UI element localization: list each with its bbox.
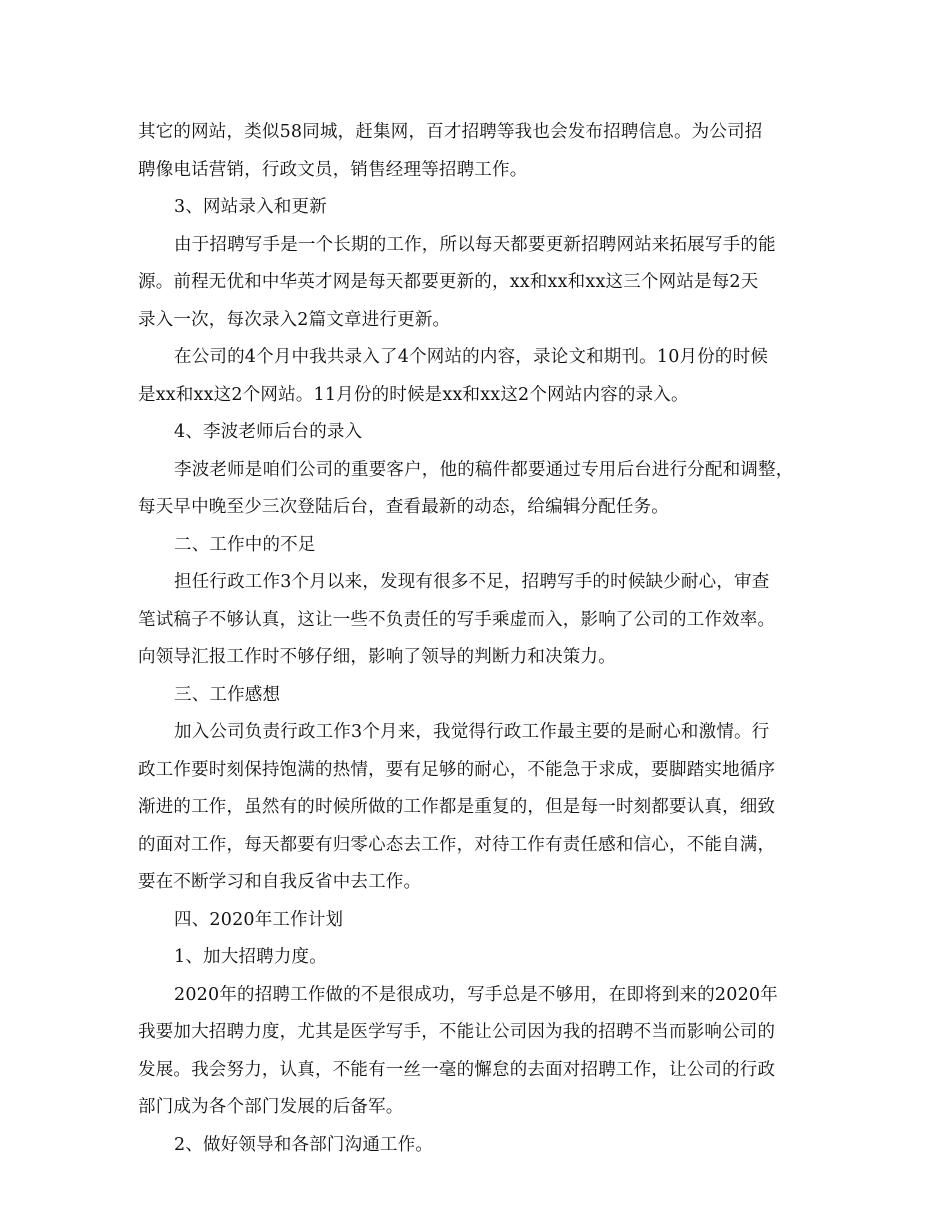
text-line: 2020年的招聘工作做的不是很成功，写手总是不够用，在即将到来的2020年 (174, 984, 778, 1005)
text-line: 李波老师是咱们公司的重要客户，他的稿件都要通过专用后台进行分配和调整， (174, 459, 794, 480)
text-line: 发展。我会努力，认真，不能有一丝一毫的懈怠的去面对招聘工作，让公司的行政 (138, 1059, 776, 1080)
text-line: 向领导汇报工作时不够仔细，影响了领导的判断力和决策力。 (138, 647, 616, 667)
text-line: 部门成为各个部门发展的后备军。 (138, 1097, 404, 1117)
text-line: 其它的网站，类似58同城，赶集网，百才招聘等我也会发布招聘信息。为公司招 (138, 122, 763, 142)
section-heading: 三、工作感想 (174, 684, 281, 705)
text-line: 加入公司负责行政工作3个月来，我觉得行政工作最主要的是耐心和激情。行 (174, 722, 770, 742)
document-body (138, 117, 822, 1160)
text-line: 由于招聘写手是一个长期的工作，所以每天都要更新招聘网站来拓展写手的能 (174, 234, 776, 255)
text-line: 聘像电话营销，行政文员，销售经理等招聘工作。 (138, 159, 528, 180)
text-line: 每天早中晚至少三次登陆后台，查看最新的动态，给编辑分配任务。 (138, 497, 669, 517)
text-line: 源。前程无优和中华英才网是每天都要更新的，xx和xx和xx这三个网站是每2天 (138, 272, 759, 292)
text-line: 担任行政工作3个月以来，发现有很多不足，招聘写手的时候缺少耐心，审查 (174, 572, 770, 592)
section-heading: 3、网站录入和更新 (174, 197, 327, 217)
text-line: 笔试稿子不够认真，这让一些不负责任的写手乘虚而入，影响了公司的工作效率。 (138, 609, 776, 630)
text-line: 要在不断学习和自我反省中去工作。 (138, 872, 422, 892)
text-line: 在公司的4个月中我共录入了4个网站的内容，录论文和期刊。10月份的时候 (174, 347, 769, 367)
section-heading: 2、做好领导和各部门沟通工作。 (174, 1134, 434, 1155)
section-heading: 4、李波老师后台的录入 (174, 422, 363, 442)
section-heading: 1、加大招聘力度。 (174, 947, 327, 967)
text-line: 我要加大招聘力度，尤其是医学写手，不能让公司因为我的招聘不当而影响公司的 (138, 1022, 776, 1042)
text-line: 录入一次，每次录入2篇文章进行更新。 (138, 309, 451, 330)
text-line: 渐进的工作，虽然有的时候所做的工作都是重复的，但是每一时刻都要认真，细致 (138, 797, 776, 817)
text-line: 政工作要时刻保持饱满的热情，要有足够的耐心，不能急于求成，要脚踏实地循序 (138, 759, 776, 780)
section-heading: 四、2020年工作计划 (174, 909, 344, 930)
text-line: 是xx和xx这2个网站。11月份的时候是xx和xx这2个网站内容的录入。 (138, 384, 689, 405)
section-heading: 二、工作中的不足 (174, 534, 316, 555)
text-line: 的面对工作，每天都要有归零心态去工作，对待工作有责任感和信心，不能自满， (138, 834, 776, 855)
